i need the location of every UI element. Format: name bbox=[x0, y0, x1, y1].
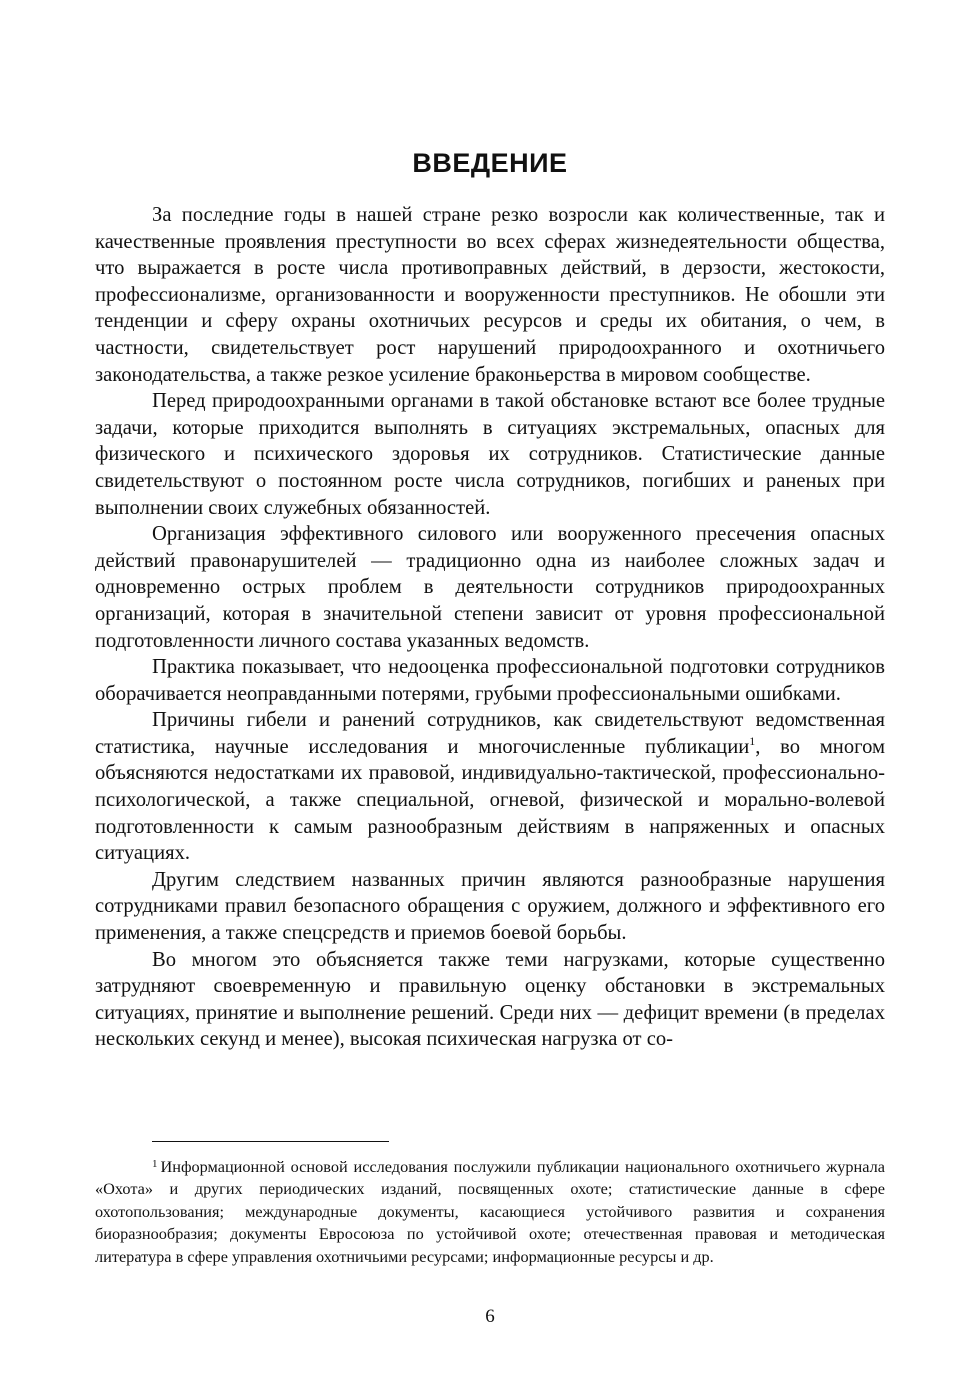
paragraph-with-footnote bbox=[95, 707, 885, 867]
paragraph: Другим следствием названных причин являются разнообразные нарушения сотрудниками правил безопасного обращения с оружием, должного и эффективного его применения, а также спецсредств и приемов боевой борьбы. bbox=[95, 868, 885, 945]
footnote-divider bbox=[152, 1141, 389, 1142]
paragraph: Перед природоохранными органами в такой обстановке встают все более трудные задачи, которые приходится выполнять в ситуациях экстремальных, опасных для физического и психического здоровья их сотрудников. Статистические данные свидетельствуют о постоянном росте числа сотрудников, погибших и раненых при выполнении своих служебных обязанностей. bbox=[95, 390, 885, 519]
paragraph: За последние годы в нашей стране резко возросли как количественные, так и качественные проявления преступности во всех сферах жизнедеятельности общества, что выражается в росте числа противоправных действий, в дерзости, жестокости, профессионализме, организованности и вооруженности преступников. Не обошли эти тенденции и сферу охраны охотничьих ресурсов и среды их обитания, о чем, в частности, свидетельствует рост нарушений природоохранного и охотничьего законодательства, а также резкое усиление браконьерства в мировом сообществе. bbox=[95, 204, 885, 386]
footnote-reference: 1 bbox=[749, 733, 756, 748]
footnote bbox=[95, 1156, 885, 1268]
footnote-text: Информационной основой исследования послужили публикации национального охотничьего журнала «Охота» и других периодических изданий, посвященных охоте; статистические данные в сфере охотопользования; международные документы, касающиеся устойчивого развития и сохранения биоразнообразия; документы Евросоюза по устойчивой охоте; отечественная правовая и методическая литература в сфере управления охотничьими ресурсами; информационные ресурсы и др. bbox=[95, 1157, 885, 1266]
page-number: 6 bbox=[485, 1306, 495, 1327]
paragraph-text-before-ref: Причины гибели и ранений сотрудников, как свидетельствуют ведомственная статистика, научные исследования и многочисленные публикации bbox=[95, 709, 885, 758]
paragraph: Организация эффективного силового или вооруженного пресечения опасных действий правонарушителей — традиционно одна из наиболее сложных задач и одновременно острых проблем в деятельности сотрудников природоохранных организаций, которая в значительной степени зависит от уровня профессиональной подготовленности личного состава указанных ведомств. bbox=[95, 523, 885, 652]
body-text bbox=[95, 202, 885, 1053]
paragraph: Во многом это объясняется также теми нагрузками, которые существенно затрудняют своевременную и правильную оценку обстановки в экстремальных ситуациях, принятие и выполнение решений. Среди них — дефицит времени (в пределах нескольких секунд и менее), высокая психическая нагрузка от со- bbox=[95, 948, 885, 1051]
footnote-marker: 1 bbox=[152, 1158, 158, 1170]
paragraph-text-after-ref: , во многом объясняются недостатками их правовой, индивидуально-тактической, профессионально-психологической, а также специальной, огневой, физической и морально-волевой подготовленности к самым разнообразным действиям в напряженных и опасных ситуациях. bbox=[95, 735, 886, 865]
page-title: ВВЕДЕНИЕ bbox=[412, 148, 568, 178]
paragraph: Практика показывает, что недооценка профессиональной подготовки сотрудников оборачивается неоправданными потерями, грубыми профессиональными ошибками. bbox=[95, 656, 885, 705]
